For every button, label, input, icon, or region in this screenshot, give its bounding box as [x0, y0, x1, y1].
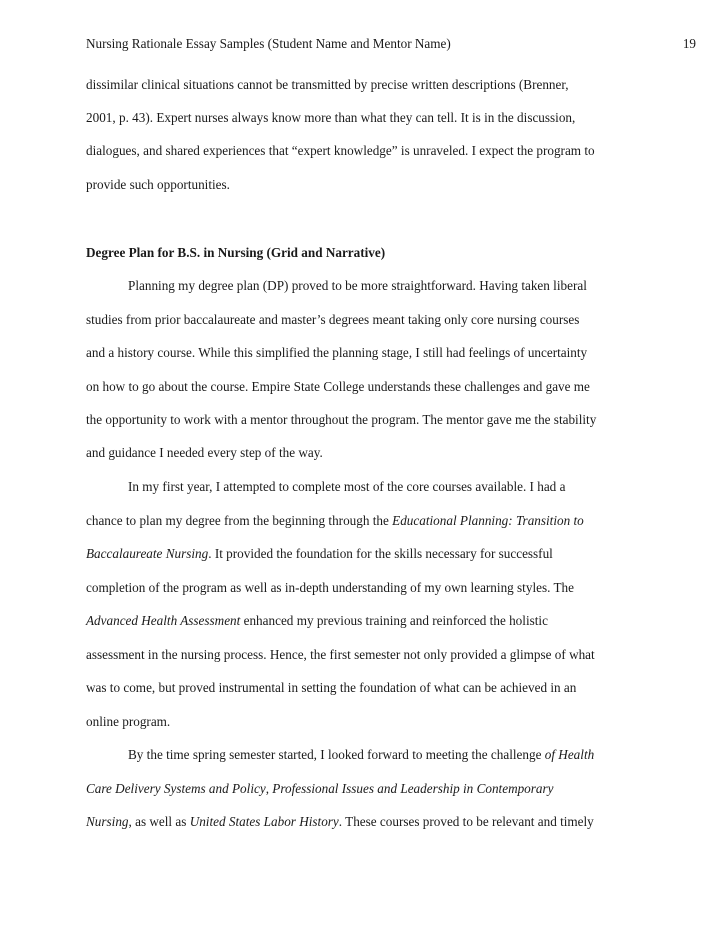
- section-heading: [86, 244, 385, 262]
- text-line: [86, 378, 590, 396]
- italic-course-title: Educational Planning: Transition to: [392, 513, 584, 528]
- text-line: [128, 277, 587, 295]
- italic-course-title: of Health: [544, 747, 595, 762]
- text-line: [86, 713, 170, 731]
- text-line: [86, 444, 323, 462]
- text-line: [86, 142, 595, 160]
- text-line: [86, 579, 574, 597]
- text-segment: By the time spring semester started, I looked forward to meeting the challenge: [128, 747, 545, 762]
- text-segment: . It provided the foundation for the skills necessary for successful: [208, 546, 553, 561]
- text-segment: completion of the program as well as in-depth understanding of my own learning styles. The: [86, 580, 574, 595]
- text-segment: ,: [265, 781, 273, 796]
- text-segment: dialogues, and shared experiences that “expert knowledge” is unraveled. I expect the program to: [86, 143, 595, 158]
- italic-course-title: Nursing: [86, 814, 129, 829]
- text-segment: Degree Plan for B.S. in Nursing (Grid and Narrative): [86, 245, 386, 260]
- text-segment: was to come, but proved instrumental in setting the foundation of what can be achieved in an: [86, 680, 577, 695]
- text-line: [86, 780, 554, 798]
- text-line: [86, 679, 576, 697]
- text-segment: and guidance I needed every step of the way.: [86, 445, 323, 460]
- running-header: [86, 36, 696, 56]
- text-segment: dissimilar clinical situations cannot be transmitted by precise written descriptions (Brenner,: [86, 77, 569, 92]
- text-segment: 2001, p. 43). Expert nurses always know more than what they can tell. It is in the discussion,: [86, 110, 576, 125]
- text-segment: provide such opportunities.: [86, 177, 230, 192]
- italic-course-title: United States Labor History: [189, 814, 339, 829]
- text-line: [86, 311, 579, 329]
- text-segment: studies from prior baccalaureate and master’s degrees meant taking only core nursing courses: [86, 312, 580, 327]
- text-segment: online program.: [86, 714, 171, 729]
- text-line: [86, 512, 584, 530]
- text-line: [86, 646, 595, 664]
- text-line: [86, 109, 575, 127]
- text-line: [128, 478, 565, 496]
- text-segment: and a history course. While this simplified the planning stage, I still had feelings of uncertainty: [86, 345, 588, 360]
- text-segment: enhanced my previous training and reinforced the holistic: [240, 613, 548, 628]
- text-segment: on how to go about the course. Empire State College understands these challenges and gave me: [86, 379, 590, 394]
- text-line: [128, 746, 594, 764]
- text-segment: assessment in the nursing process. Hence, the first semester not only provided a glimpse of what: [86, 647, 595, 662]
- page-number: 19: [682, 36, 696, 51]
- italic-course-title: Baccalaureate Nursing: [86, 546, 209, 561]
- text-line: [86, 612, 548, 630]
- running-title: Nursing Rationale Essay Samples (Student Name and Mentor Name): [86, 36, 451, 51]
- text-line: [86, 545, 553, 563]
- text-line: [86, 76, 569, 94]
- italic-course-title: Care Delivery Systems and Policy: [86, 781, 266, 796]
- text-segment: the opportunity to work with a mentor throughout the program. The mentor gave me the stability: [86, 412, 597, 427]
- text-segment: In my first year, I attempted to complete most of the core courses available. I had a: [128, 479, 566, 494]
- text-segment: , as well as: [128, 814, 190, 829]
- text-segment: chance to plan my degree from the beginning through the: [86, 513, 393, 528]
- text-segment: . These courses proved to be relevant and timely: [338, 814, 594, 829]
- text-line: [86, 813, 594, 831]
- text-line: [86, 176, 230, 194]
- text-line: [86, 411, 596, 429]
- text-segment: Planning my degree plan (DP) proved to be more straightforward. Having taken liberal: [128, 278, 587, 293]
- italic-course-title: Professional Issues and Leadership in Contemporary: [272, 781, 554, 796]
- italic-course-title: Advanced Health Assessment: [86, 613, 241, 628]
- text-line: [86, 344, 587, 362]
